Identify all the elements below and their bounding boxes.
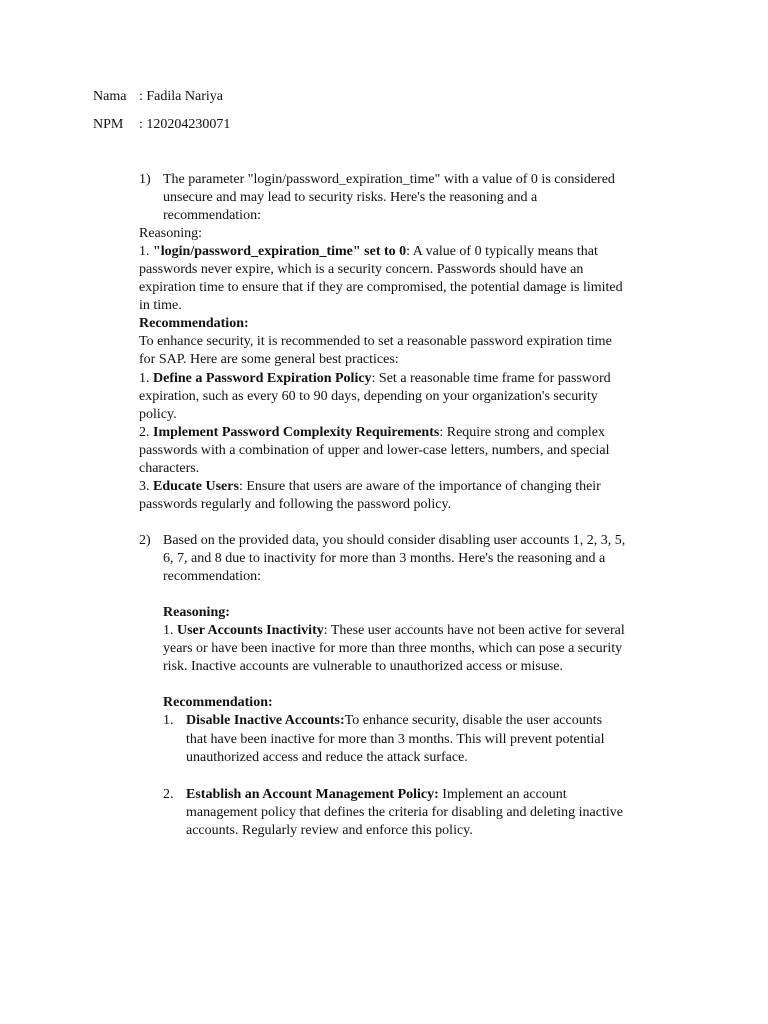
section-1-recommendation-intro: To enhance security, it is recommended to set a reasonable password expiration time <box>139 334 612 349</box>
item-1-text: To enhance security, disable the user accounts <box>344 713 603 728</box>
section-2-recommendation-label: Recommendation: <box>163 695 273 710</box>
section-1-intro-line: recommendation: <box>163 208 261 223</box>
practice-3-text: : Ensure that users are aware of the importance of changing their <box>238 479 601 494</box>
section-2-intro-line: 6, 7, and 8 due to inactivity for more than 3 months. Here's the reasoning and a <box>163 551 606 566</box>
section-2-number: 2) <box>139 533 151 548</box>
section-1-number: 1) <box>139 172 151 187</box>
item-1-line: unauthorized access and reduce the attack surface. <box>186 750 468 765</box>
section-1-intro-line: The parameter "login/password_expiration_time" with a value of 0 is considered <box>163 172 615 187</box>
item-2-title: Establish an Account Management Policy: <box>186 787 439 802</box>
section-2-intro-line: Based on the provided data, you should consider disabling user accounts 1, 2, 3, 5, <box>163 533 626 548</box>
section-1-recommendation-intro: for SAP. Here are some general best practices: <box>139 352 399 367</box>
practice-1-prefix: 1. <box>139 371 153 386</box>
section-2-reason-1-line: risk. Inactive accounts are vulnerable to unauthorized access or misuse. <box>163 659 564 674</box>
item-2-line: management policy that defines the criteria for disabling and deleting inactive <box>186 805 623 820</box>
practice-2-prefix: 2. <box>139 425 153 440</box>
reason-2-title: User Accounts Inactivity <box>177 623 324 638</box>
item-1-line: that have been inactive for more than 3 months. This will prevent potential <box>186 732 605 747</box>
item-1-title: Disable Inactive Accounts: <box>186 713 345 728</box>
practice-2 <box>139 424 605 442</box>
section-1-reason-1-line: expiration time to ensure that if they are compromised, the potential damage is limited <box>139 280 623 295</box>
practice-1-title: Define a Password Expiration Policy <box>153 371 372 386</box>
practice-1 <box>139 370 611 388</box>
practice-3 <box>139 478 601 496</box>
practice-1-line: policy. <box>139 407 177 422</box>
practice-3-title: Educate Users <box>153 479 239 494</box>
item-2-text: Implement an account <box>438 787 567 802</box>
practice-2-line: characters. <box>139 461 200 476</box>
name-label: Nama <box>93 89 127 104</box>
section-1-reasoning-label: Reasoning: <box>139 226 202 241</box>
section-2-reason-1 <box>163 622 625 640</box>
name-value: : Fadila Nariya <box>139 89 223 104</box>
section-2-intro-line: recommendation: <box>163 569 261 584</box>
npm-value: : 120204230071 <box>139 117 231 132</box>
reason-2-text: : These user accounts have not been active for several <box>323 623 625 638</box>
reason-1-text: : A value of 0 typically means that <box>406 244 598 259</box>
item-1-number: 1. <box>163 713 174 728</box>
reason-1-prefix: 1. <box>139 244 153 259</box>
reason-2-prefix: 1. <box>163 623 177 638</box>
section-2-reasoning-label: Reasoning: <box>163 605 230 620</box>
practice-3-line: passwords regularly and following the password policy. <box>139 497 452 512</box>
practice-1-text: : Set a reasonable time frame for password <box>371 371 611 386</box>
section-1-reason-1-line: in time. <box>139 298 182 313</box>
npm-label: NPM <box>93 117 124 132</box>
reason-1-title: "login/password_expiration_time" set to 0 <box>153 244 407 259</box>
practice-2-title: Implement Password Complexity Requirements <box>153 425 440 440</box>
item-2-line: accounts. Regularly review and enforce this policy. <box>186 823 473 838</box>
section-2-reason-1-line: years or have been inactive for more than three months, which can pose a security <box>163 641 623 656</box>
practice-3-prefix: 3. <box>139 479 153 494</box>
section-1-intro-line: unsecure and may lead to security risks. Here's the reasoning and a <box>163 190 538 205</box>
practice-2-text: : Require strong and complex <box>439 425 605 440</box>
section-1-reason-1 <box>139 243 598 261</box>
practice-2-line: passwords with a combination of upper and lower-case letters, numbers, and special <box>139 443 610 458</box>
item-2 <box>186 786 567 804</box>
item-1 <box>186 712 602 730</box>
item-2-number: 2. <box>163 787 174 802</box>
section-1-reason-1-line: passwords never expire, which is a security concern. Passwords should have an <box>139 262 584 277</box>
practice-1-line: expiration, such as every 60 to 90 days, depending on your organization's security <box>139 389 598 404</box>
section-1-recommendation-label: Recommendation: <box>139 316 249 331</box>
